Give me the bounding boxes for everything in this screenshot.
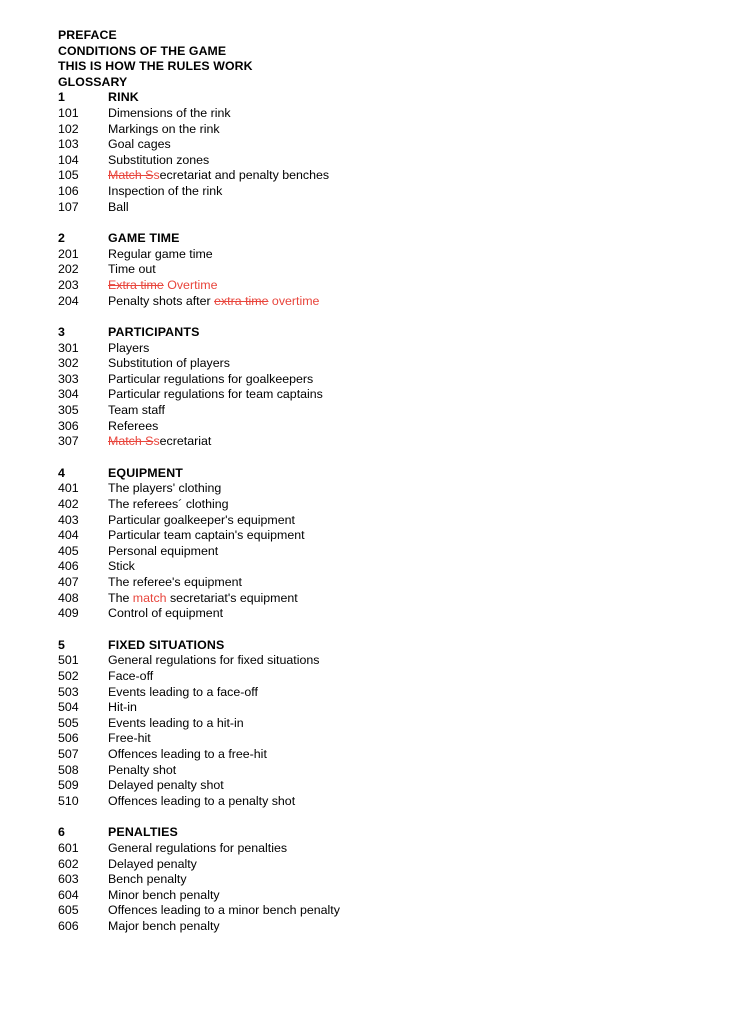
entry-text-fragment: Penalty shot	[108, 762, 177, 777]
toc-entry-title	[108, 559, 738, 575]
front-matter-entry: CONDITIONS OF THE GAME	[58, 43, 227, 58]
entry-text-fragment: Free-hit	[108, 731, 151, 746]
toc-entry-number: 305	[58, 403, 79, 418]
toc-entry-title	[108, 528, 738, 544]
toc-section-heading	[58, 90, 738, 106]
toc-entry-number: 306	[58, 418, 79, 433]
toc-section-number: 6	[58, 825, 66, 840]
entry-text-fragment: Time out	[108, 262, 156, 277]
revision-inserted-text: s	[153, 168, 160, 183]
toc-entry-title	[108, 778, 738, 794]
toc-entry-number: 502	[58, 668, 79, 683]
toc-entry[interactable]	[58, 544, 738, 560]
toc-entry[interactable]	[58, 653, 738, 669]
toc-section-heading	[58, 466, 738, 482]
toc-section	[58, 825, 738, 934]
revision-inserted-text: s	[153, 434, 160, 449]
toc-entry[interactable]	[58, 559, 738, 575]
toc-section-title: GAME TIME	[108, 231, 180, 246]
entry-text-fragment: Dimensions of the rink	[108, 105, 231, 120]
toc-entry-number: 509	[58, 778, 79, 793]
toc-entry-number: 504	[58, 700, 79, 715]
entry-text-fragment: ecretariat	[159, 434, 212, 449]
toc-entry-number: 107	[58, 199, 79, 214]
toc-section-number: 3	[58, 325, 66, 340]
toc-entry[interactable]	[58, 372, 738, 388]
toc-entry-title	[108, 513, 738, 529]
toc-entry-number: 505	[58, 715, 79, 730]
toc-entry-number: 304	[58, 387, 79, 402]
toc-entry-number: 605	[58, 903, 79, 918]
toc-entry-title	[108, 153, 738, 169]
toc-section-number: 1	[58, 90, 66, 105]
toc-entry[interactable]	[58, 200, 738, 216]
toc-entry[interactable]	[58, 419, 738, 435]
toc-entry-number: 503	[58, 684, 79, 699]
toc-entry[interactable]	[58, 184, 738, 200]
toc-entry-title	[108, 137, 738, 153]
entry-text-fragment: Inspection of the rink	[108, 183, 223, 198]
toc-entry-number: 204	[58, 293, 79, 308]
toc-entry-title	[108, 700, 738, 716]
toc-entry[interactable]	[58, 591, 738, 607]
toc-entry[interactable]	[58, 841, 738, 857]
front-matter-list	[58, 28, 738, 90]
toc-entry-title	[108, 731, 738, 747]
toc-entry[interactable]	[58, 606, 738, 622]
toc-entry-number: 102	[58, 121, 79, 136]
toc-entry-number: 303	[58, 371, 79, 386]
toc-entry-number: 202	[58, 262, 79, 277]
entry-text-fragment: General regulations for penalties	[108, 840, 288, 855]
toc-entry-title	[108, 419, 738, 435]
toc-entry-title	[108, 716, 738, 732]
toc-section-heading	[58, 231, 738, 247]
front-matter-entry: GLOSSARY	[58, 74, 128, 89]
entry-text-fragment: Bench penalty	[108, 872, 187, 887]
toc-entry[interactable]	[58, 168, 738, 184]
toc-entry[interactable]	[58, 513, 738, 529]
entry-text-fragment: Particular regulations for team captains	[108, 387, 323, 402]
toc-entry[interactable]	[58, 888, 738, 904]
toc-entry-title	[108, 857, 738, 873]
toc-entry-number: 203	[58, 277, 79, 292]
entry-text-fragment: Face-off	[108, 668, 154, 683]
toc-entry[interactable]	[58, 919, 738, 935]
entry-text-fragment: Goal cages	[108, 137, 171, 152]
toc-entry-title	[108, 794, 738, 810]
toc-entry-title	[108, 888, 738, 904]
entry-text-fragment: Events leading to a hit-in	[108, 715, 244, 730]
toc-entry-title	[108, 497, 738, 513]
toc-section-title: PARTICIPANTS	[108, 325, 200, 340]
toc-entry[interactable]	[58, 685, 738, 701]
toc-entry[interactable]	[58, 716, 738, 732]
toc-entry-title	[108, 168, 738, 184]
entry-text-fragment: Stick	[108, 559, 135, 574]
toc-entry-number: 409	[58, 606, 79, 621]
toc-section	[58, 638, 738, 810]
toc-entry-number: 601	[58, 840, 79, 855]
toc-entry[interactable]	[58, 356, 738, 372]
toc-entry-title	[108, 903, 738, 919]
revision-inserted-text: Overtime	[163, 277, 218, 292]
toc-entry-number: 506	[58, 731, 79, 746]
toc-entry[interactable]	[58, 387, 738, 403]
entry-text-fragment: Referees	[108, 418, 159, 433]
toc-section-heading	[58, 638, 738, 654]
toc-entry-title	[108, 872, 738, 888]
revision-deleted-text: extra time	[214, 293, 269, 308]
toc-entry-number: 507	[58, 746, 79, 761]
revision-deleted-text: Extra time	[108, 277, 164, 292]
toc-entry-number: 508	[58, 762, 79, 777]
entry-text-fragment: Delayed penalty	[108, 856, 197, 871]
toc-entry-title	[108, 685, 738, 701]
entry-text-fragment: Minor bench penalty	[108, 887, 220, 902]
toc-section	[58, 231, 738, 309]
toc-entry[interactable]	[58, 247, 738, 263]
toc-entry-number: 603	[58, 872, 79, 887]
entry-text-fragment: Personal equipment	[108, 543, 219, 558]
toc-entry-number: 106	[58, 183, 79, 198]
table-of-contents	[58, 90, 738, 934]
toc-entry-title	[108, 575, 738, 591]
toc-entry-title	[108, 122, 738, 138]
toc-entry[interactable]	[58, 731, 738, 747]
toc-entry[interactable]	[58, 903, 738, 919]
toc-entry[interactable]	[58, 481, 738, 497]
toc-entry[interactable]	[58, 700, 738, 716]
toc-entry[interactable]	[58, 341, 738, 357]
toc-entry[interactable]	[58, 434, 738, 450]
toc-entry[interactable]	[58, 153, 738, 169]
entry-text-fragment: Substitution of players	[108, 356, 230, 371]
toc-section	[58, 90, 738, 215]
toc-entry-number: 602	[58, 856, 79, 871]
entry-text-fragment: General regulations for fixed situations	[108, 653, 320, 668]
entry-text-fragment: The referees´ clothing	[108, 497, 229, 512]
toc-entry-number: 101	[58, 105, 79, 120]
toc-entry[interactable]	[58, 763, 738, 779]
toc-entry-title	[108, 653, 738, 669]
toc-section	[58, 466, 738, 622]
toc-entry-number: 307	[58, 434, 79, 449]
toc-entry-number: 302	[58, 356, 79, 371]
toc-entry-title	[108, 919, 738, 935]
toc-entry[interactable]	[58, 122, 738, 138]
revision-inserted-text: match	[132, 590, 167, 605]
toc-entry-title	[108, 106, 738, 122]
toc-entry-title	[108, 294, 738, 310]
toc-entry-title	[108, 669, 738, 685]
front-matter-entry: THIS IS HOW THE RULES WORK	[58, 59, 253, 74]
toc-entry[interactable]	[58, 106, 738, 122]
toc-entry-title	[108, 841, 738, 857]
entry-text-fragment: The referee's equipment	[108, 575, 242, 589]
toc-entry-title	[108, 544, 738, 560]
toc-entry[interactable]	[58, 872, 738, 888]
entry-text-fragment: Substitution zones	[108, 152, 210, 167]
toc-entry-number: 404	[58, 528, 79, 543]
toc-entry-number: 402	[58, 497, 79, 512]
toc-entry[interactable]	[58, 497, 738, 513]
entry-text-fragment: Offences leading to a free-hit	[108, 746, 267, 761]
toc-entry[interactable]	[58, 575, 738, 591]
toc-entry-number: 606	[58, 918, 79, 933]
entry-text-fragment: The	[108, 590, 133, 605]
toc-entry-number: 401	[58, 481, 79, 496]
toc-entry[interactable]	[58, 669, 738, 685]
entry-text-fragment: Control of equipment	[108, 606, 224, 621]
entry-text-fragment: Delayed penalty shot	[108, 778, 224, 793]
entry-text-fragment: Offences leading to a penalty shot	[108, 793, 296, 808]
toc-entry-number: 501	[58, 653, 79, 668]
entry-text-fragment: Players	[108, 340, 150, 355]
toc-section-number: 5	[58, 637, 66, 652]
toc-entry-number: 604	[58, 887, 79, 902]
toc-entry-number: 406	[58, 559, 79, 574]
toc-entry[interactable]	[58, 528, 738, 544]
entry-text-fragment: secretariat's equipment	[166, 590, 298, 605]
toc-entry-number: 104	[58, 152, 79, 167]
toc-entry-title	[108, 481, 738, 497]
toc-entry[interactable]	[58, 747, 738, 763]
entry-text-fragment: Particular team captain's equipment	[108, 528, 305, 543]
toc-entry-title	[108, 591, 738, 607]
entry-text-fragment: Team staff	[108, 403, 165, 418]
entry-text-fragment: Particular goalkeeper's equipment	[108, 512, 295, 527]
entry-text-fragment: Penalty shots after	[108, 293, 215, 308]
toc-entry-number: 301	[58, 340, 79, 355]
toc-entry-title	[108, 763, 738, 779]
entry-text-fragment: Regular game time	[108, 246, 213, 261]
revision-deleted-text: Match S	[108, 434, 154, 449]
entry-text-fragment: ecretariat and penalty benches	[159, 168, 330, 183]
toc-entry-title	[108, 341, 738, 357]
toc-entry-title	[108, 403, 738, 419]
toc-entry-number: 405	[58, 543, 79, 558]
toc-entry-title	[108, 247, 738, 263]
toc-entry[interactable]	[58, 403, 738, 419]
toc-entry[interactable]	[58, 857, 738, 873]
toc-section	[58, 325, 738, 450]
toc-entry-title	[108, 184, 738, 200]
toc-entry-number: 105	[58, 168, 79, 183]
toc-entry[interactable]	[58, 294, 738, 310]
toc-entry-title	[108, 200, 738, 216]
toc-section-title: FIXED SITUATIONS	[108, 637, 225, 652]
toc-entry-title	[108, 278, 738, 294]
entry-text-fragment: Markings on the rink	[108, 121, 220, 136]
toc-entry-title	[108, 372, 738, 388]
toc-entry-number: 408	[58, 590, 79, 605]
revision-inserted-text: overtime	[268, 293, 320, 308]
toc-entry[interactable]	[58, 137, 738, 153]
toc-entry-title	[108, 356, 738, 372]
toc-section-heading	[58, 825, 738, 841]
entry-text-fragment: Major bench penalty	[108, 918, 220, 933]
toc-entry-title	[108, 434, 738, 450]
entry-text-fragment: Offences leading to a minor bench penalty	[108, 903, 340, 918]
revision-deleted-text: Match S	[108, 168, 154, 183]
toc-entry[interactable]	[58, 262, 738, 278]
toc-entry-title	[108, 747, 738, 763]
toc-entry-number: 403	[58, 512, 79, 527]
toc-section-number: 4	[58, 465, 66, 480]
entry-text-fragment: Ball	[108, 199, 129, 214]
toc-section-title: EQUIPMENT	[108, 465, 184, 480]
entry-text-fragment: Hit-in	[108, 700, 137, 715]
toc-section-number: 2	[58, 231, 66, 246]
toc-entry-number: 103	[58, 137, 79, 152]
toc-section-heading	[58, 325, 738, 341]
toc-entry-number: 510	[58, 793, 79, 808]
entry-text-fragment: Particular regulations for goalkeepers	[108, 371, 314, 386]
toc-section-title: PENALTIES	[108, 825, 178, 840]
toc-entry-number: 407	[58, 575, 79, 589]
toc-entry-number: 201	[58, 246, 79, 261]
toc-entry-title	[108, 606, 738, 622]
toc-entry-title	[108, 387, 738, 403]
front-matter-entry: PREFACE	[58, 28, 117, 42]
entry-text-fragment: Events leading to a face-off	[108, 684, 258, 699]
entry-text-fragment: The players' clothing	[108, 481, 222, 496]
toc-entry[interactable]	[58, 794, 738, 810]
toc-entry[interactable]	[58, 278, 738, 294]
toc-entry[interactable]	[58, 778, 738, 794]
toc-section-title: RINK	[108, 90, 139, 105]
toc-entry-title	[108, 262, 738, 278]
